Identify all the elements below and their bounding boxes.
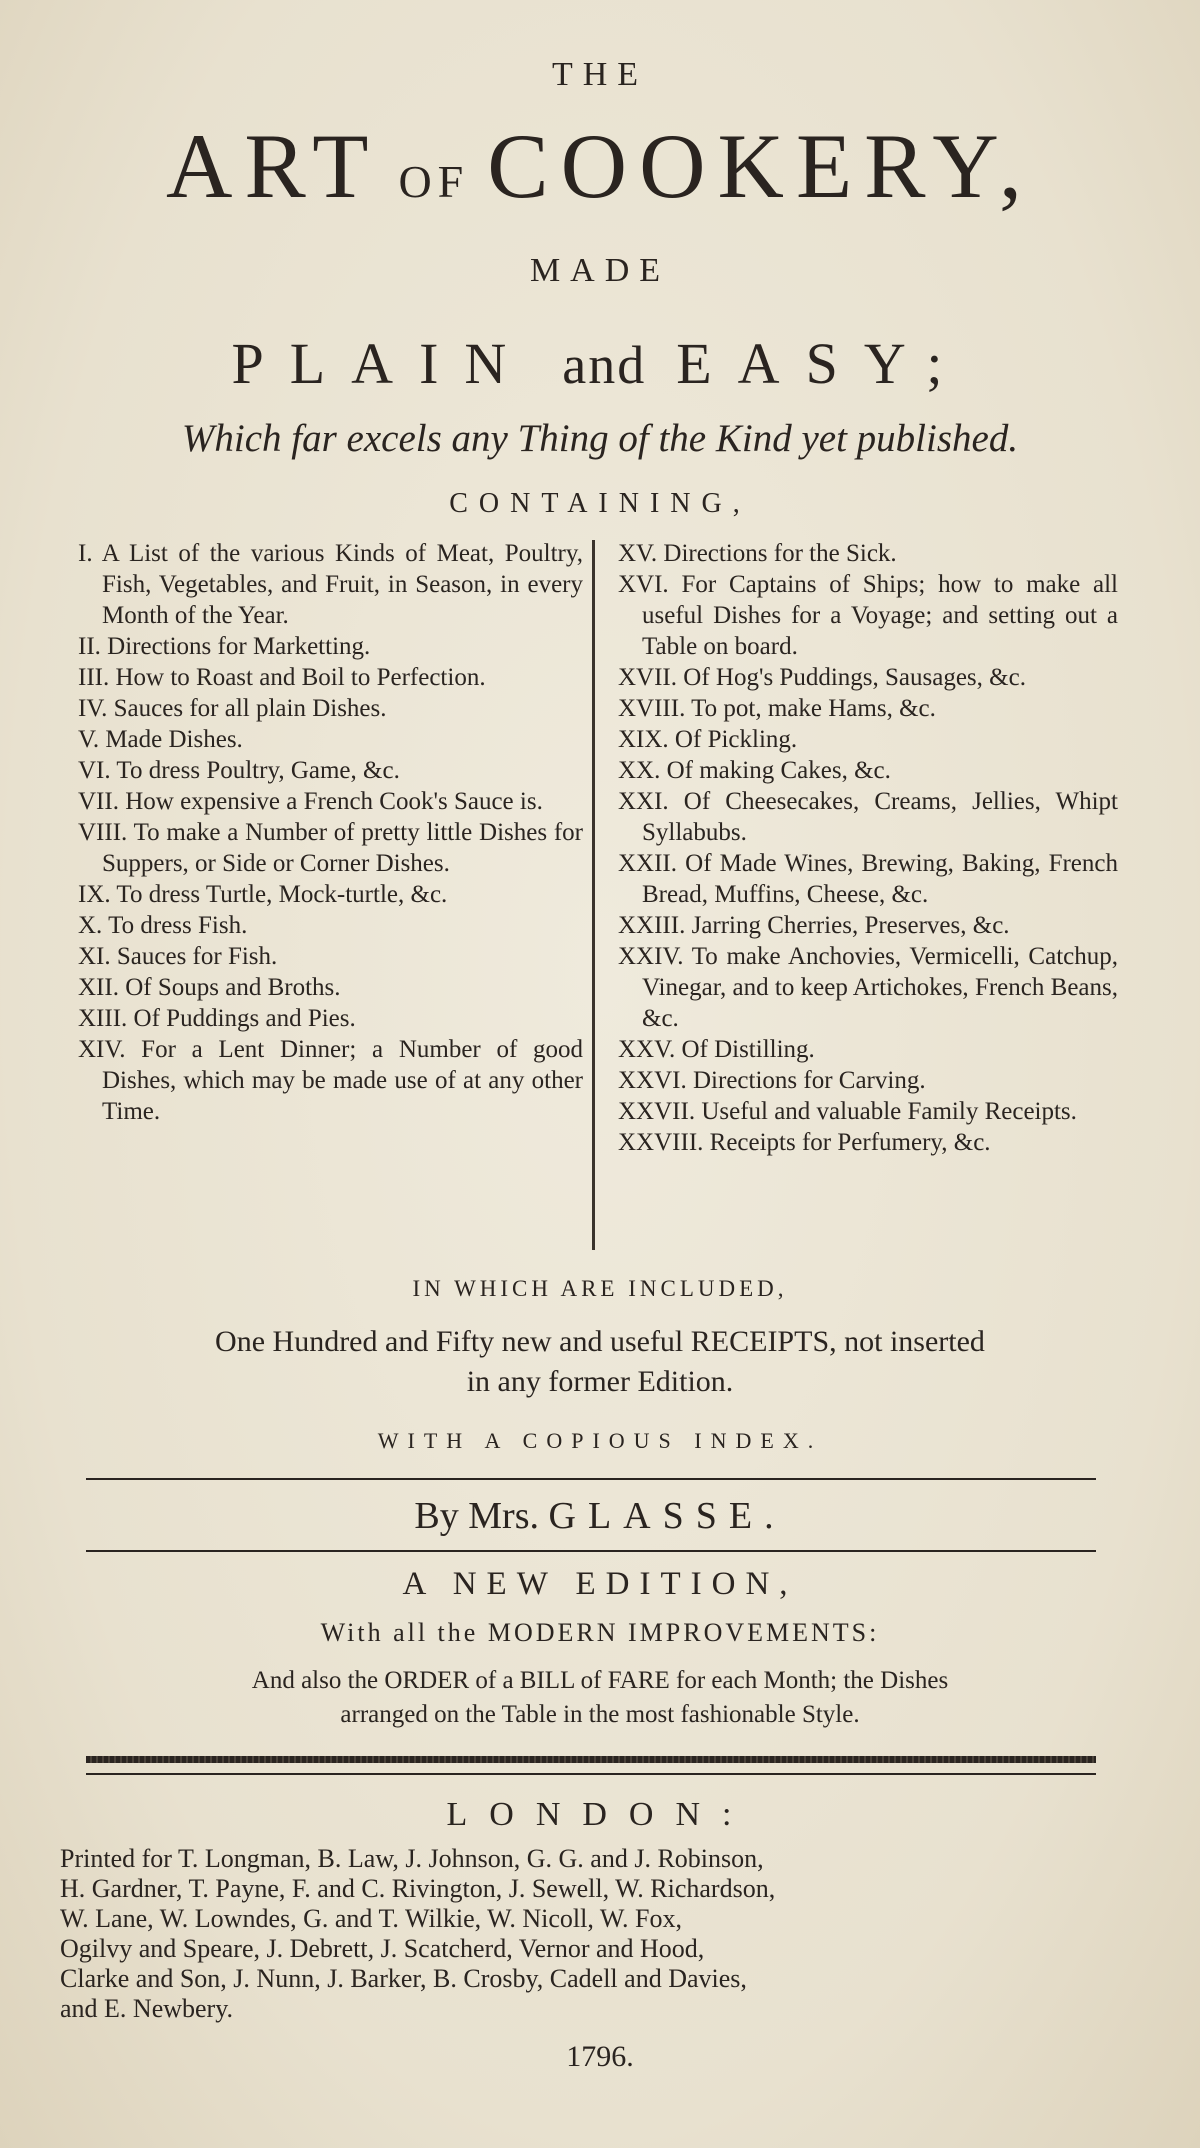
contents-item: VIII. To make a Number of pretty little Dishes for Suppers, or Side or Corner Dishes. <box>78 819 583 877</box>
contents-item: XXVIII. Receipts for Perfumery, &c. <box>618 1129 991 1156</box>
containing-heading: CONTAINING, <box>449 488 751 519</box>
contents-item: XXVI. Directions for Carving. <box>618 1067 926 1094</box>
contents-item: VI. To dress Poultry, Game, &c. <box>78 757 400 784</box>
contents-item: XXV. Of Distilling. <box>618 1036 815 1063</box>
edition-line: A NEW EDITION, <box>402 1566 798 1602</box>
imprint-line: Ogilvy and Speare, J. Debrett, J. Scatcherd, Vernor and Hood, <box>60 1934 705 1963</box>
contents-item: XV. Directions for the Sick. <box>618 540 897 567</box>
contents-item: XVII. Of Hog's Puddings, Sausages, &c. <box>618 664 1026 691</box>
title-the: THE <box>551 56 649 93</box>
contents-item: XXII. Of Made Wines, Brewing, Baking, French Bread, Muffins, Cheese, &c. <box>618 850 1118 908</box>
contents-item: V. Made Dishes. <box>78 726 243 753</box>
horizontal-rule <box>86 1550 1096 1552</box>
author-line <box>0 1494 1200 1538</box>
horizontal-rule <box>86 1478 1096 1480</box>
imprint-printers <box>60 1844 1120 2024</box>
contents-right-column <box>618 538 1118 1158</box>
title-plain: PLAIN <box>231 331 533 396</box>
contents-item: XI. Sauces for Fish. <box>78 943 278 970</box>
contents-item: III. How to Roast and Boil to Perfection. <box>78 664 486 691</box>
contents-item: VII. How expensive a French Cook's Sauce is. <box>78 788 543 815</box>
title-art: ART <box>165 115 381 217</box>
contents-item: XXIII. Jarring Cherries, Preserves, &c. <box>618 912 1010 939</box>
contents-item: IV. Sauces for all plain Dishes. <box>78 695 387 722</box>
title-main <box>0 115 1200 217</box>
imprint-city: LONDON: <box>446 1796 754 1833</box>
bill-of-fare-note <box>0 1664 1200 1732</box>
imprint-line: and E. Newbery. <box>60 1994 234 2023</box>
contents-item: XXVII. Useful and valuable Family Receipts. <box>618 1098 1077 1125</box>
title-and: and <box>562 335 647 395</box>
ornamental-rule <box>86 1756 1096 1763</box>
title-made: MADE <box>529 252 671 289</box>
improvements-line: With all the MODERN IMPROVEMENTS: <box>320 1618 880 1647</box>
contents-item: XII. Of Soups and Broths. <box>78 974 341 1001</box>
contents-item: XX. Of making Cakes, &c. <box>618 757 891 784</box>
contents-item: II. Directions for Marketting. <box>78 633 371 660</box>
contents-item: IX. To dress Turtle, Mock-turtle, &c. <box>78 881 448 908</box>
imprint-line: W. Lane, W. Lowndes, G. and T. Wilkie, W. Nicoll, W. Fox, <box>60 1904 682 1933</box>
title-cookery: COOKERY, <box>487 115 1035 217</box>
title-plain-easy <box>0 330 1200 397</box>
contents-item: XVIII. To pot, make Hams, &c. <box>618 695 936 722</box>
bill-of-fare-line: And also the ORDER of a BILL of FARE for each Month; the Dishes <box>251 1667 949 1694</box>
title-of: OF <box>398 156 470 207</box>
receipts-note-line: in any former Edition. <box>466 1365 734 1398</box>
receipts-note-line: One Hundred and Fifty new and useful RECEIPTS, not inserted <box>215 1325 985 1358</box>
publication-year: 1796. <box>566 2040 634 2073</box>
contents-item: XIV. For a Lent Dinner; a Number of good Dishes, which may be made use of at any other Time. <box>78 1036 583 1125</box>
author-name: GLASSE. <box>548 1495 786 1537</box>
contents-item: XIII. Of Puddings and Pies. <box>78 1005 356 1032</box>
contents-left-column <box>78 538 583 1127</box>
author-by: By Mrs. <box>414 1495 539 1537</box>
index-note: WITH A COPIOUS INDEX. <box>377 1428 823 1453</box>
contents-item: X. To dress Fish. <box>78 912 248 939</box>
included-heading: IN WHICH ARE INCLUDED, <box>412 1276 788 1301</box>
contents-item: XXIV. To make Anchovies, Vermicelli, Catchup, Vinegar, and to keep Artichokes, French Beans, &c. <box>618 943 1118 1032</box>
column-divider <box>592 540 595 1250</box>
imprint-line: Printed for T. Longman, B. Law, J. Johnson, G. G. and J. Robinson, <box>60 1844 764 1873</box>
subtitle: Which far excels any Thing of the Kind yet published. <box>181 417 1019 460</box>
title-easy: EASY; <box>676 331 969 396</box>
horizontal-rule <box>86 1773 1096 1775</box>
contents-item: XXI. Of Cheesecakes, Creams, Jellies, Whipt Syllabubs. <box>618 788 1118 846</box>
contents-item: XIX. Of Pickling. <box>618 726 798 753</box>
imprint-line: Clarke and Son, J. Nunn, J. Barker, B. Crosby, Cadell and Davies, <box>60 1964 747 1993</box>
bill-of-fare-line: arranged on the Table in the most fashionable Style. <box>340 1701 860 1728</box>
imprint-line: H. Gardner, T. Payne, F. and C. Rivington, J. Sewell, W. Richardson, <box>60 1874 776 1903</box>
contents-item: I. A List of the various Kinds of Meat, Poultry, Fish, Vegetables, and Fruit, in Season, in every Month of the Year. <box>78 540 583 629</box>
receipts-note <box>0 1322 1200 1402</box>
contents-item: XVI. For Captains of Ships; how to make all useful Dishes for a Voyage; and setting out a Table on board. <box>618 571 1118 660</box>
